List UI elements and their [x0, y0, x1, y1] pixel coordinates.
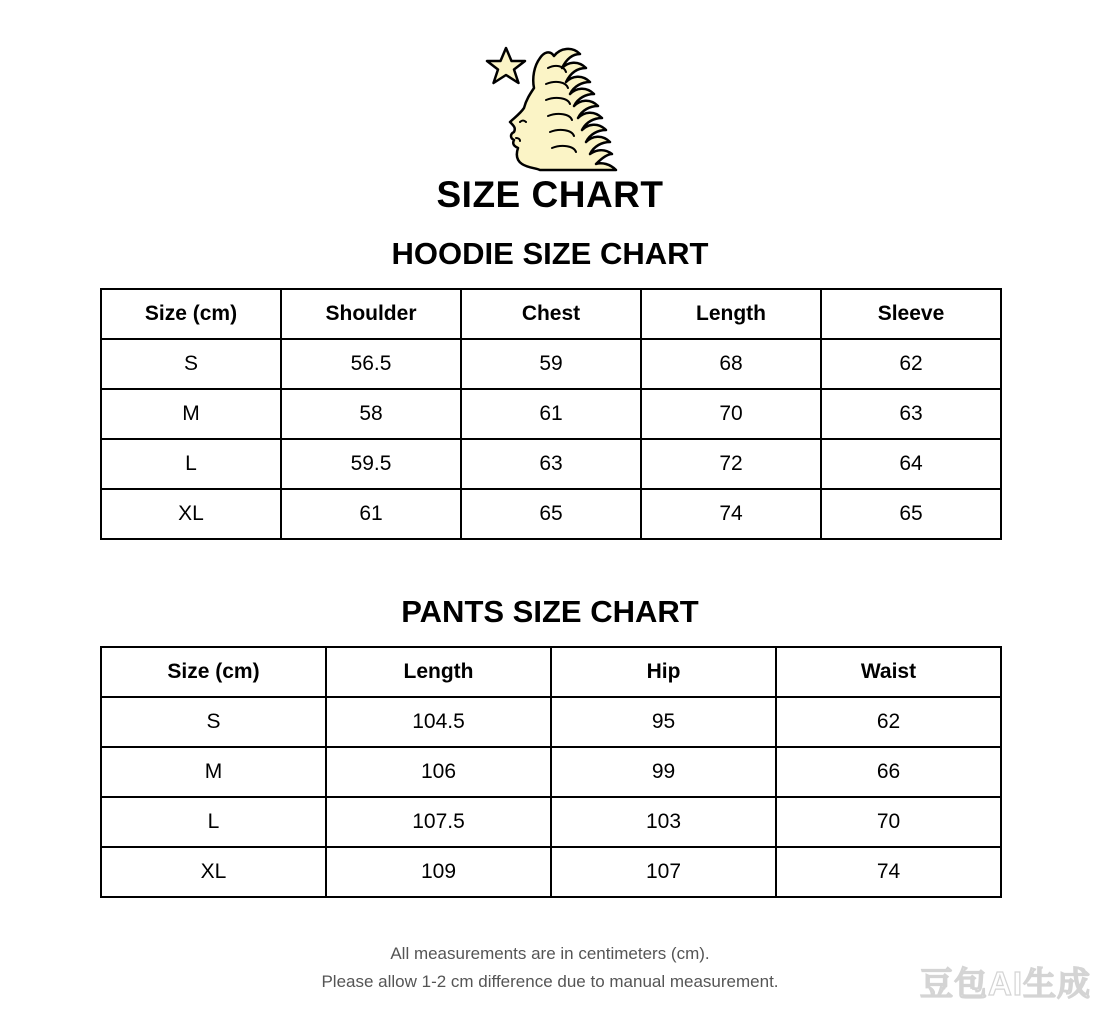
table-row — [101, 797, 1001, 847]
table-header-row — [101, 647, 1001, 697]
table-cell: 99 — [551, 747, 776, 797]
table-row — [101, 339, 1001, 389]
column-header-waist: Waist — [776, 647, 1001, 697]
table-cell: L — [101, 439, 281, 489]
table-cell: 106 — [326, 747, 551, 797]
table-row — [101, 389, 1001, 439]
table-cell: 59 — [461, 339, 641, 389]
table-cell: 63 — [461, 439, 641, 489]
column-header-sleeve: Sleeve — [821, 289, 1001, 339]
table-cell: 61 — [461, 389, 641, 439]
footnote-line-tolerance: Please allow 1-2 cm difference due to manual measurement. — [321, 972, 779, 991]
column-header-length: Length — [641, 289, 821, 339]
table-cell: 65 — [821, 489, 1001, 539]
table-cell: S — [101, 339, 281, 389]
table-row — [101, 697, 1001, 747]
column-header-size: Size (cm) — [101, 289, 281, 339]
footnote-line-units: All measurements are in centimeters (cm). — [390, 944, 710, 963]
table-cell: 72 — [641, 439, 821, 489]
brand-logo — [476, 38, 626, 172]
table-cell: 95 — [551, 697, 776, 747]
table-cell: M — [101, 389, 281, 439]
table-row — [101, 747, 1001, 797]
table-header-row — [101, 289, 1001, 339]
table-cell: 70 — [641, 389, 821, 439]
table-cell: 59.5 — [281, 439, 461, 489]
star-and-flame-face-logo-icon — [476, 38, 626, 172]
table-cell: 107.5 — [326, 797, 551, 847]
table-cell: XL — [101, 489, 281, 539]
table-cell: 56.5 — [281, 339, 461, 389]
table-cell: 103 — [551, 797, 776, 847]
table-cell: 63 — [821, 389, 1001, 439]
table-cell: 66 — [776, 747, 1001, 797]
column-header-chest: Chest — [461, 289, 641, 339]
table-cell: 64 — [821, 439, 1001, 489]
table-cell: 62 — [821, 339, 1001, 389]
page-title: SIZE CHART — [436, 174, 664, 215]
table-cell: 61 — [281, 489, 461, 539]
pants-size-table — [100, 646, 1002, 898]
hoodie-size-table — [100, 288, 1002, 540]
star-icon — [487, 48, 525, 83]
table-row — [101, 489, 1001, 539]
table-cell: 68 — [641, 339, 821, 389]
table-cell: 62 — [776, 697, 1001, 747]
column-header-length: Length — [326, 647, 551, 697]
table-cell: 109 — [326, 847, 551, 897]
table-cell: S — [101, 697, 326, 747]
hoodie-section-title: HOODIE SIZE CHART — [391, 236, 709, 271]
column-header-hip: Hip — [551, 647, 776, 697]
table-cell: 107 — [551, 847, 776, 897]
table-cell: 74 — [776, 847, 1001, 897]
pants-section-title: PANTS SIZE CHART — [401, 594, 699, 629]
table-row — [101, 847, 1001, 897]
table-cell: XL — [101, 847, 326, 897]
table-cell: 104.5 — [326, 697, 551, 747]
table-cell: 70 — [776, 797, 1001, 847]
table-cell: 58 — [281, 389, 461, 439]
table-cell: L — [101, 797, 326, 847]
column-header-shoulder: Shoulder — [281, 289, 461, 339]
table-row — [101, 439, 1001, 489]
table-cell: 65 — [461, 489, 641, 539]
table-cell: 74 — [641, 489, 821, 539]
column-header-size: Size (cm) — [101, 647, 326, 697]
ai-generated-watermark: 豆包AI生成 — [920, 965, 1091, 1002]
table-cell: M — [101, 747, 326, 797]
